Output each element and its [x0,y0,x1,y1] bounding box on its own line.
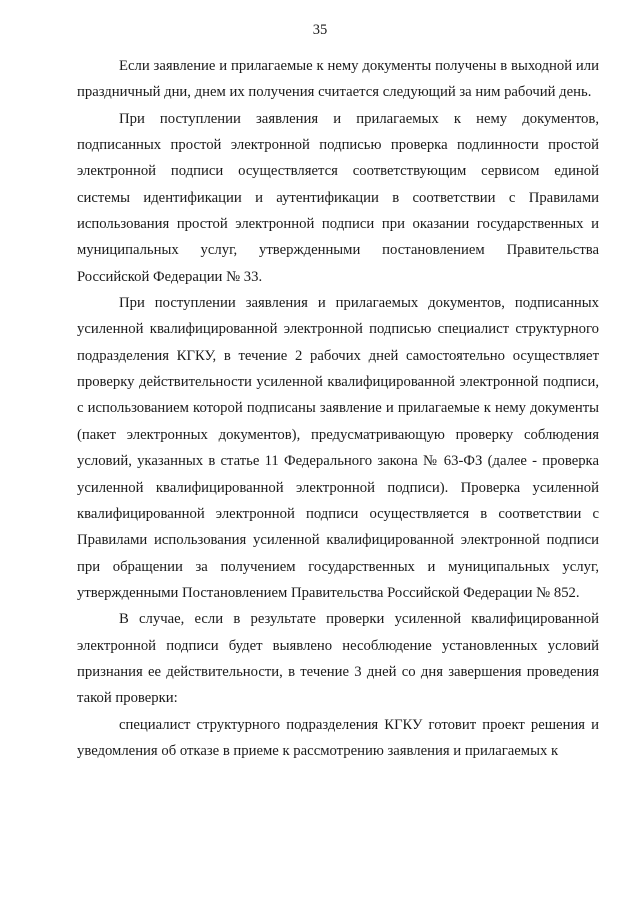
page-number: 35 [312,22,328,38]
paragraph-weekend-receipt: Если заявление и прилагаемые к нему документы получены в выходной или праздничный дни, днем их получения считается следующий за ним рабочий день. [77,58,599,101]
document-body [77,53,599,764]
paragraph-simple-signature: При поступлении заявления и прилагаемых к нему документов, подписанных простой электронной подписью проверка подлинности простой электронной подписи осуществляется соответствующим сервисом единой системы идентификации и аутентификации в соответствии с Правилами использования простой электронной подписи при оказании государственных и муниципальных услуг, утвержденными постановлением Правительства Российской Федерации № 33. [77,110,599,285]
paragraph-refusal-draft: специалист структурного подразделения КГКУ готовит проект решения и уведомления об отказе в приеме к рассмотрению заявления и прилагаемых к [77,716,599,759]
paragraph-verification-failure: В случае, если в результате проверки усиленной квалифицированной электронной подписи будет выявлено несоблюдение установленных условий признания ее действительности, в течение 3 дней со дня завершения проведения такой проверки: [77,611,599,707]
paragraph-qualified-signature: При поступлении заявления и прилагаемых документов, подписанных усиленной квалифицированной электронной подписью специалист структурного подразделения КГКУ, в течение 2 рабочих дней самостоятельно осуществляет проверку действительности усиленной квалифицированной электронной подписи, с использованием которой подписаны заявление и прилагаемые к нему документы (пакет электронных документов), предусматривающую проверку соблюдения условий, указанных в статье 11 Федерального закона № 63-ФЗ (далее - проверка усиленной квалифицированной электронной подписи). Проверка усиленной квалифицированной электронной подписи осуществляется в соответствии с Правилами использования усиленной квалифицированной электронной подписи при обращении за получением государственных и муниципальных услуг, утвержденными Постановлением Правительства Российской Федерации № 852. [77,295,599,601]
